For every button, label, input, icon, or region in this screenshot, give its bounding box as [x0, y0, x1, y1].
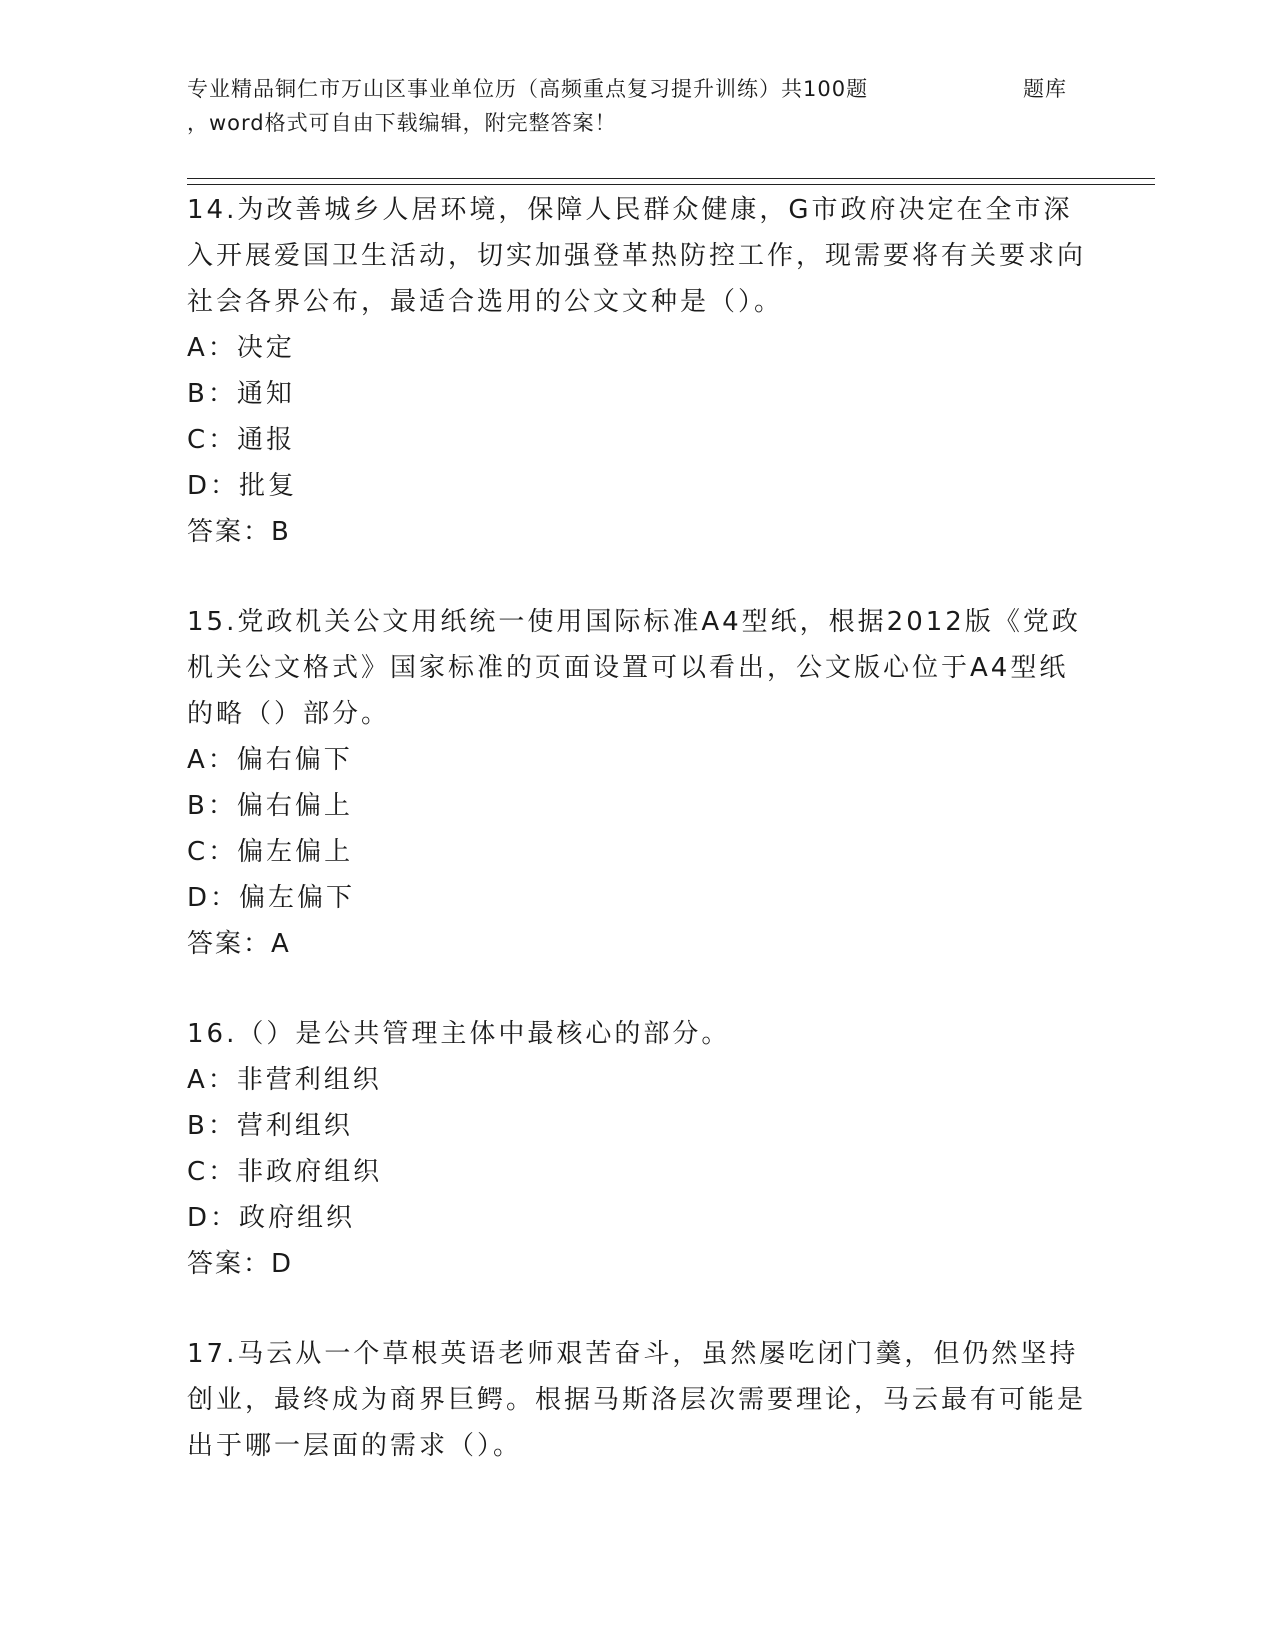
question-text: 14.为改善城乡人居环境，保障人民群众健康，G市政府决定在全市深入开展爱国卫生活动，切实加强登革热防控工作，现需要将有关要求向社会各界公布，最适合选用的公文文种是（）。	[187, 195, 1087, 317]
question-list	[187, 187, 1087, 1513]
option-d: D：政府组织	[187, 1203, 356, 1233]
question-text: 16.（）是公共管理主体中最核心的部分。	[187, 1019, 731, 1049]
question-text: 15.党政机关公文用纸统一使用国际标准A4型纸，根据2012版《党政机关公文格式》国家标准的页面设置可以看出，公文版心位于A4型纸的略（）部分。	[187, 607, 1081, 729]
document-subtitle: ，word格式可自由下载编辑，附完整答案！	[187, 111, 617, 135]
header-line-1	[187, 72, 1067, 106]
header-divider	[187, 178, 1155, 185]
question-16	[187, 1011, 1087, 1287]
option-a: A：非营利组织	[187, 1065, 382, 1095]
answer: 答案：B	[187, 517, 291, 547]
question-15	[187, 599, 1087, 967]
header-right-label: 题库	[1023, 77, 1067, 101]
answer: 答案：D	[187, 1249, 294, 1279]
question-17	[187, 1331, 1087, 1469]
option-c: C：通报	[187, 425, 296, 455]
answer: 答案：A	[187, 929, 291, 959]
option-b: B：偏右偏上	[187, 791, 353, 821]
question-14	[187, 187, 1087, 555]
option-a: A：偏右偏下	[187, 745, 353, 775]
option-a: A：决定	[187, 333, 295, 363]
question-text: 17.马云从一个草根英语老师艰苦奋斗，虽然屡吃闭门羹，但仍然坚持创业，最终成为商界巨鳄。根据马斯洛层次需要理论，马云最有可能是出于哪一层面的需求（）。	[187, 1339, 1087, 1461]
document-title: 专业精品铜仁市万山区事业单位历（高频重点复习提升训练）共100题	[187, 77, 869, 101]
option-c: C：偏左偏上	[187, 837, 354, 867]
option-d: D：偏左偏下	[187, 883, 356, 913]
option-b: B：营利组织	[187, 1111, 353, 1141]
option-c: C：非政府组织	[187, 1157, 383, 1187]
document-header	[187, 72, 1147, 140]
option-d: D：批复	[187, 471, 298, 501]
option-b: B：通知	[187, 379, 295, 409]
